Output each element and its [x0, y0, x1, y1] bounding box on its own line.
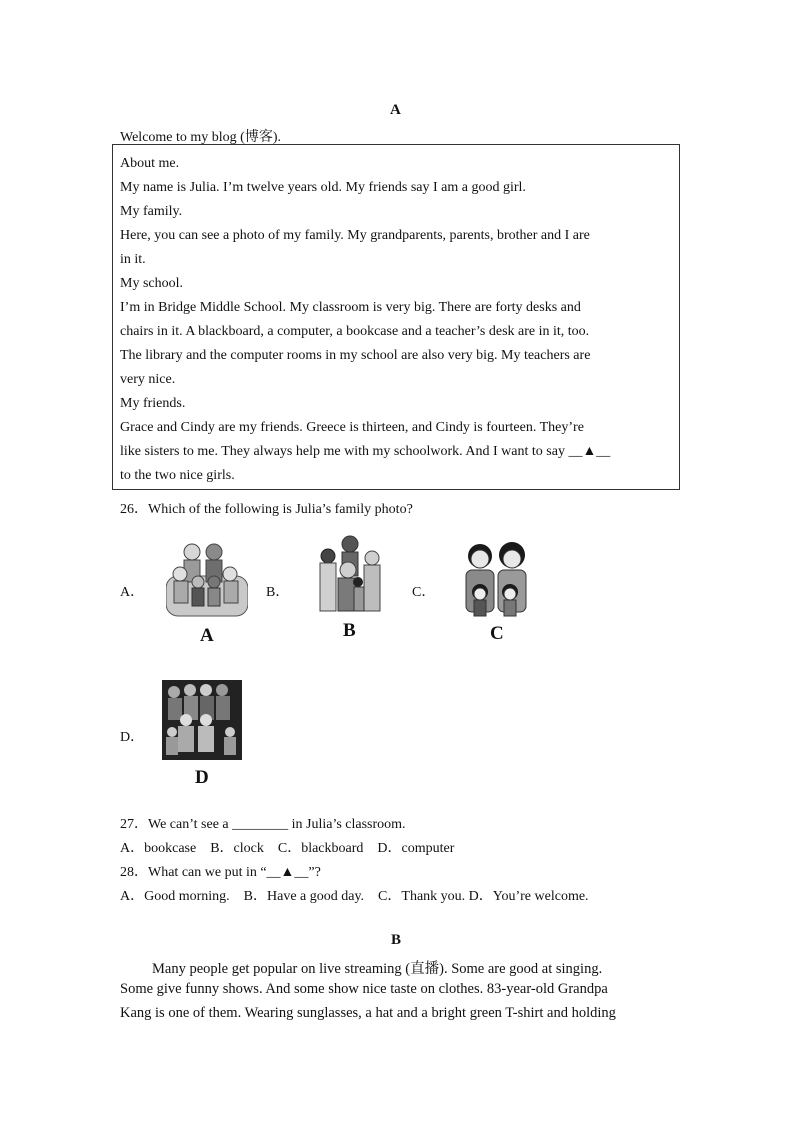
option-c-letter: C． — [412, 585, 436, 600]
blog-line: I’m in Bridge Middle School. My classroom is very big. There are forty desks and — [120, 300, 581, 315]
blog-line: My school. — [120, 276, 183, 291]
family-photo-b[interactable] — [312, 534, 388, 614]
question-27-options: A．bookcase B．clock C．blackboard D．computer — [120, 841, 455, 856]
blog-intro: Welcome to my blog (博客). — [120, 130, 282, 145]
option-a-letter: A． — [120, 585, 145, 600]
blog-line: to the two nice girls. — [120, 468, 235, 483]
family-photo-d[interactable] — [162, 680, 242, 760]
section-b-title: B — [391, 932, 402, 948]
option-a-label: A — [200, 625, 214, 646]
question-28: 28．What can we put in “__▲__”? — [120, 865, 321, 880]
blog-line: The library and the computer rooms in my school are also very big. My teachers are — [120, 348, 591, 363]
blog-line: very nice. — [120, 372, 176, 387]
option-d-letter: D． — [120, 730, 145, 745]
option-d-label: D — [195, 767, 209, 788]
blog-line: Here, you can see a photo of my family. My grandparents, parents, brother and I are — [120, 228, 590, 243]
question-27: 27．We can’t see a ________ in Julia’s classroom. — [120, 817, 406, 832]
family-photo-c[interactable] — [460, 540, 534, 618]
passage-b-line: Many people get popular on live streaming (直播). Some are good at singing. — [152, 961, 603, 977]
blog-line: My friends. — [120, 396, 186, 411]
blog-line: My family. — [120, 204, 183, 219]
question-28-options: A．Good morning. B．Have a good day. C．Thank you. D．You’re welcome. — [120, 889, 589, 904]
section-a-title: A — [390, 102, 401, 118]
question-26: 26．Which of the following is Julia’s family photo? — [120, 502, 413, 517]
family-photo-a[interactable] — [166, 538, 248, 618]
blog-line: My name is Julia. I’m twelve years old. My friends say I am a good girl. — [120, 180, 526, 195]
blog-line: like sisters to me. They always help me with my schoolwork. And I want to say __▲__ — [120, 444, 611, 459]
passage-b-line: Kang is one of them. Wearing sunglasses, a hat and a bright green T-shirt and holding — [120, 1005, 616, 1021]
option-b-label: B — [343, 620, 356, 641]
option-b-letter: B． — [266, 585, 290, 600]
blog-line: chairs in it. A blackboard, a computer, a bookcase and a teacher’s desk are in it, too. — [120, 324, 590, 339]
blog-line: in it. — [120, 252, 146, 267]
option-c-label: C — [490, 623, 504, 644]
blog-line: About me. — [120, 156, 180, 171]
passage-b-line: Some give funny shows. And some show nice taste on clothes. 83-year-old Grandpa — [120, 981, 608, 997]
blog-line: Grace and Cindy are my friends. Greece is thirteen, and Cindy is fourteen. They’re — [120, 420, 584, 435]
